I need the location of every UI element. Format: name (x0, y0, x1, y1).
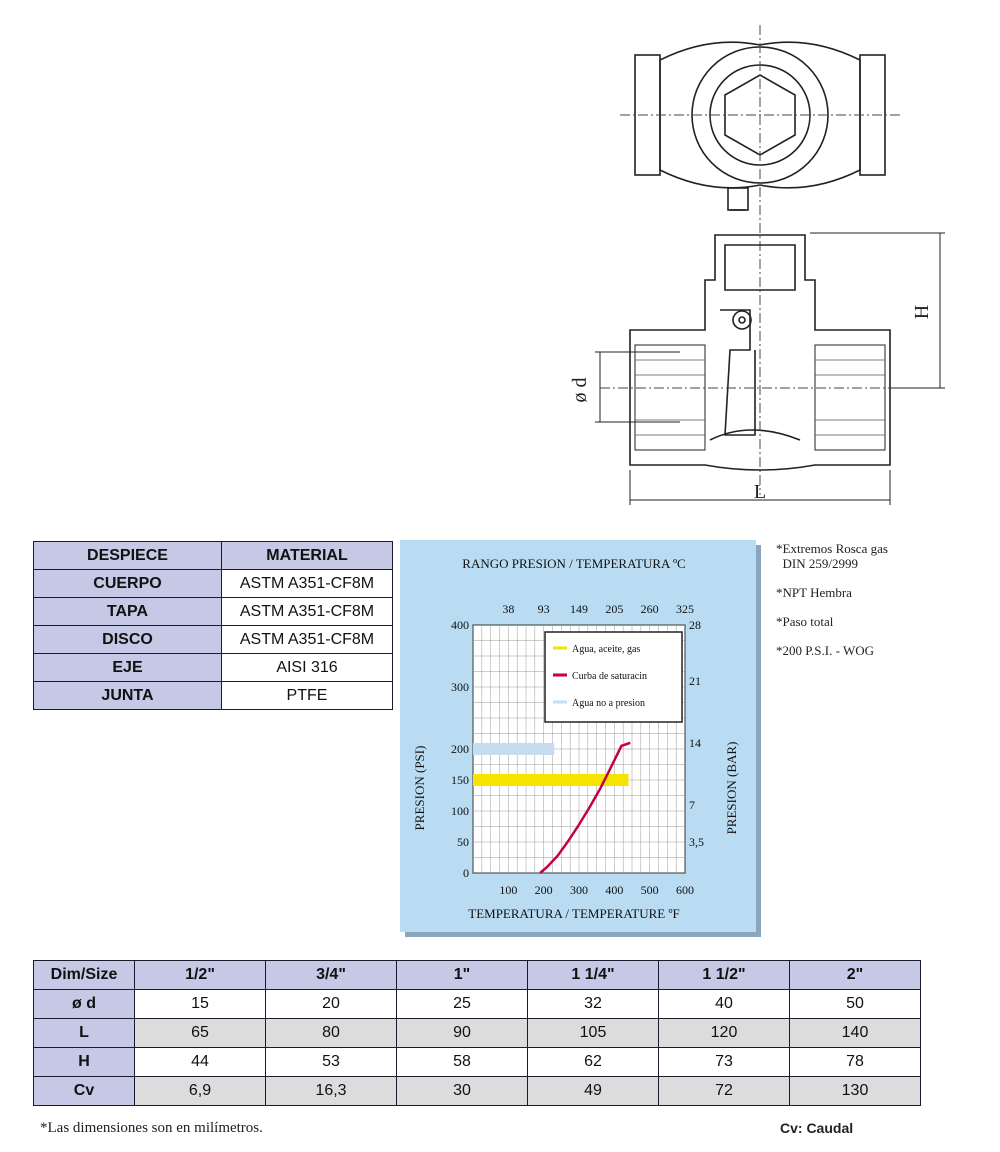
y-tick-label: 300 (451, 680, 469, 694)
y-tick-label: 150 (451, 773, 469, 787)
part-material: ASTM A351-CF8M (222, 598, 393, 626)
table-cell: 90 (397, 1019, 528, 1048)
table-cell: 120 (659, 1019, 790, 1048)
dimension-label-h: H (911, 304, 933, 320)
row-label: Cv (34, 1077, 135, 1106)
part-name: CUERPO (34, 570, 222, 598)
dimensions-header-row (34, 961, 921, 990)
dimensions-header-cell: 1" (397, 961, 528, 990)
top-tick-label: 325 (676, 602, 694, 616)
x-tick-label: 600 (676, 883, 694, 897)
materials-row (34, 682, 393, 710)
top-tick-label: 38 (502, 602, 515, 616)
table-cell: 16,3 (266, 1077, 397, 1106)
legend-label: Curba de saturacin (572, 671, 647, 682)
chart-x-axis-label: TEMPERATURA / TEMPERATURE ºF (468, 906, 680, 921)
right-tick-label: 21 (689, 673, 701, 688)
x-tick-label: 400 (605, 883, 624, 897)
part-material: ASTM A351-CF8M (222, 626, 393, 654)
table-row (34, 1019, 921, 1048)
y-tick-label: 50 (457, 835, 469, 849)
legend-label: Agua no a presion (572, 698, 646, 709)
y-tick-label: 200 (451, 742, 469, 756)
dimensions-header-cell: 1/2" (135, 961, 266, 990)
row-label: L (34, 1019, 135, 1048)
table-cell: 53 (266, 1048, 397, 1077)
pressure-temperature-chart (400, 540, 756, 932)
table-cell: 49 (528, 1077, 659, 1106)
note-item: *Paso total (776, 614, 834, 629)
y-tick-label: 0 (463, 866, 469, 880)
table-cell: 62 (528, 1048, 659, 1077)
x-tick-label: 500 (640, 883, 659, 897)
part-name: DISCO (34, 626, 222, 654)
cv-legend-note: Cv: Caudal (780, 1120, 854, 1136)
table-row (34, 1048, 921, 1077)
table-cell: 25 (397, 990, 528, 1019)
dimension-label-d: ø d (569, 377, 591, 403)
table-cell: 44 (135, 1048, 266, 1077)
top-tick-label: 260 (640, 602, 659, 616)
note-item: *NPT Hembra (776, 585, 852, 600)
top-tick-label: 205 (605, 602, 624, 616)
materials-header-material: MATERIAL (222, 542, 393, 570)
table-cell: 50 (790, 990, 921, 1019)
dimension-label-l: L (753, 481, 767, 503)
table-cell: 80 (266, 1019, 397, 1048)
top-tick-label: 149 (570, 602, 588, 616)
table-cell: 65 (135, 1019, 266, 1048)
table-cell: 40 (659, 990, 790, 1019)
part-material: AISI 316 (222, 654, 393, 682)
part-material: ASTM A351-CF8M (222, 570, 393, 598)
materials-row (34, 598, 393, 626)
row-label: ø d (34, 990, 135, 1019)
dimensions-header-cell: 2" (790, 961, 921, 990)
row-label: H (34, 1048, 135, 1077)
top-tick-label: 93 (537, 602, 550, 616)
dimensions-header-cell: Dim/Size (34, 961, 135, 990)
x-tick-label: 200 (534, 883, 553, 897)
right-tick-label: 14 (689, 735, 701, 750)
chart-canvas (400, 540, 756, 932)
dimensions-header-cell: 1 1/4" (528, 961, 659, 990)
table-cell: 78 (790, 1048, 921, 1077)
right-tick-label: 7 (689, 797, 695, 812)
part-name: TAPA (34, 598, 222, 626)
materials-row (34, 570, 393, 598)
y-tick-label: 100 (451, 804, 469, 818)
footnote: *Las dimensiones son en milímetros. (40, 1120, 263, 1136)
materials-row (34, 626, 393, 654)
table-cell: 58 (397, 1048, 528, 1077)
part-name: JUNTA (34, 682, 222, 710)
y-tick-label: 400 (451, 618, 469, 632)
chart-title: RANGO PRESION / TEMPERATURA ºC (462, 556, 686, 571)
dimensions-header-cell: 3/4" (266, 961, 397, 990)
part-name: EJE (34, 654, 222, 682)
legend-label: Agua, aceite, gas (572, 644, 641, 655)
materials-table (33, 541, 393, 710)
table-cell: 32 (528, 990, 659, 1019)
table-cell: 30 (397, 1077, 528, 1106)
dimensions-table (33, 960, 921, 1106)
chart-y-axis-label: PRESION (PSI) (412, 745, 427, 831)
materials-row (34, 654, 393, 682)
note-item: *Extremos Rosca gas DIN 259/2999 (776, 541, 888, 571)
x-tick-label: 100 (499, 883, 518, 897)
right-tick-label: 3,5 (689, 835, 704, 849)
notes-list (776, 541, 996, 672)
table-cell: 15 (135, 990, 266, 1019)
right-tick-label: 28 (689, 618, 701, 632)
table-row (34, 1077, 921, 1106)
part-material: PTFE (222, 682, 393, 710)
dimensions-header-cell: 1 1/2" (659, 961, 790, 990)
chart-plot-area (451, 602, 704, 897)
table-cell: 140 (790, 1019, 921, 1048)
table-cell: 73 (659, 1048, 790, 1077)
table-cell: 72 (659, 1077, 790, 1106)
materials-header-part: DESPIECE (34, 542, 222, 570)
note-item: *200 P.S.I. - WOG (776, 643, 874, 658)
table-cell: 130 (790, 1077, 921, 1106)
chart-y-axis-label-right: PRESION (BAR) (724, 741, 739, 835)
series-band (473, 743, 554, 755)
valve-technical-drawing (560, 20, 960, 520)
x-tick-label: 300 (570, 883, 588, 897)
table-cell: 20 (266, 990, 397, 1019)
table-cell: 6,9 (135, 1077, 266, 1106)
table-row (34, 990, 921, 1019)
table-cell: 105 (528, 1019, 659, 1048)
